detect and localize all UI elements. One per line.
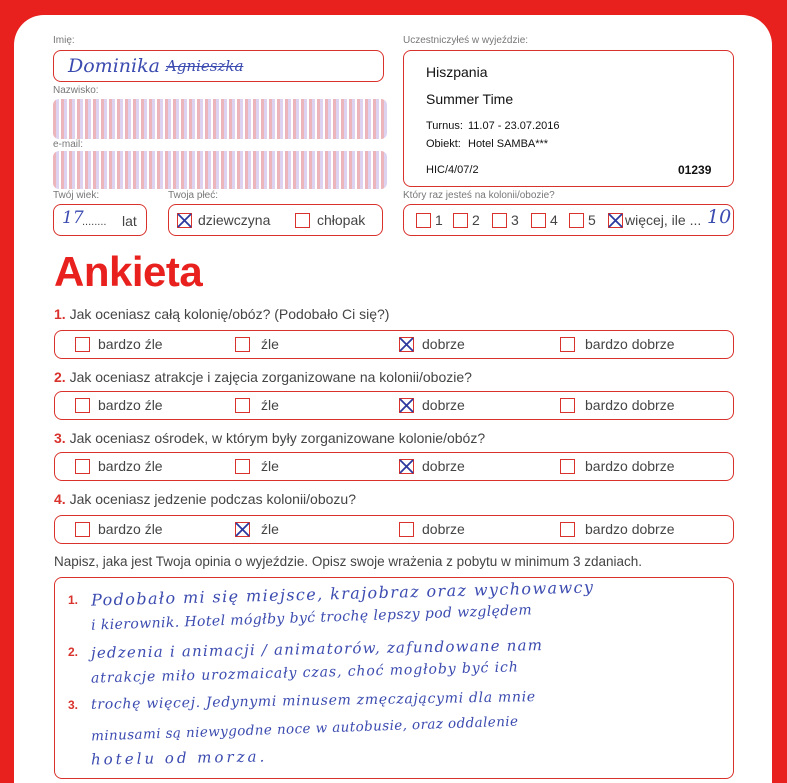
q3-option-bardzo-dobrze: bardzo dobrze (585, 458, 675, 474)
q1-checkbox-bardzo-zle[interactable] (75, 337, 90, 352)
q1-option-dobrze: dobrze (422, 336, 465, 352)
question-4-text: Jak oceniasz jedzenie podczas kolonii/obozu? (69, 491, 356, 507)
ktory-raz-checkbox-wiecej[interactable] (608, 213, 623, 228)
nazwisko-redacted (53, 99, 387, 139)
opinion-prompt: Napisz, jaka jest Twoja opinia o wyjeździe. Opisz swoje wrażenia z pobytu w minimum 3 zdaniach. (54, 554, 643, 569)
imie-crossed-value: Agnieszka (166, 57, 244, 75)
q4-checkbox-bardzo-dobrze[interactable] (560, 522, 575, 537)
email-label: e-mail: (53, 139, 84, 150)
plec-field (168, 204, 383, 236)
obiekt-value: Hotel SAMBA*** (468, 138, 549, 150)
trip-name: Summer Time (426, 91, 514, 107)
q4-checkbox-bardzo-zle[interactable] (75, 522, 90, 537)
trip-country: Hiszpania (426, 64, 488, 80)
survey-sheet (14, 15, 772, 783)
wiek-unit: lat (122, 213, 137, 229)
turnus-label: Turnus: (426, 120, 463, 132)
q2-checkbox-zle[interactable] (235, 398, 250, 413)
q2-option-bardzo-zle: bardzo źle (98, 397, 163, 413)
opinion-number-2: 2. (68, 645, 79, 659)
ktory-raz-label: Który raz jesteś na kolonii/obozie? (403, 190, 555, 201)
ktory-raz-checkbox-2[interactable] (453, 213, 468, 228)
q4-checkbox-dobrze[interactable] (399, 522, 414, 537)
wiek-dots: ........ (82, 216, 107, 228)
q2-checkbox-bardzo-dobrze[interactable] (560, 398, 575, 413)
plec-option-dziewczyna: dziewczyna (198, 212, 271, 228)
opinion-box[interactable] (54, 577, 734, 779)
q4-option-bardzo-zle: bardzo źle (98, 521, 163, 537)
check-mark-icon (176, 212, 193, 229)
q2-checkbox-dobrze[interactable] (399, 398, 414, 413)
q3-option-zle: źle (261, 458, 279, 474)
q1-checkbox-dobrze[interactable] (399, 337, 414, 352)
question-3 (54, 430, 485, 446)
opinion-line-2: i kierownik. Hotel mógłby być trochę lepszy pod względem (90, 602, 533, 634)
question-1-number: 1. (54, 306, 66, 322)
opinion-line-4: atrakcje miło urozmaicały czas, choć mogłoby być ich (90, 659, 519, 687)
wiek-value: 17 (62, 208, 84, 228)
opinion-line-5: trochę więcej. Jedynymi minusem zmęczającymi dla mnie (90, 689, 536, 713)
question-2-options (54, 391, 734, 420)
question-2-number: 2. (54, 369, 66, 385)
imie-field[interactable] (53, 50, 384, 82)
ktory-raz-checkbox-3[interactable] (492, 213, 507, 228)
question-4-number: 4. (54, 491, 66, 507)
q3-checkbox-zle[interactable] (235, 459, 250, 474)
check-mark-icon (234, 521, 251, 538)
opinion-line-3: jedzenia i animacji / animatorów, zafundowane nam (90, 636, 544, 662)
email-redacted (53, 151, 387, 189)
q2-option-dobrze: dobrze (422, 397, 465, 413)
q1-checkbox-bardzo-dobrze[interactable] (560, 337, 575, 352)
q2-checkbox-bardzo-zle[interactable] (75, 398, 90, 413)
ktory-raz-option-1: 1 (435, 212, 443, 228)
question-4-options (54, 515, 734, 544)
opinion-line-6: minusami są niewygodne noce w autobusie, oraz oddalenie (90, 713, 519, 745)
q4-option-dobrze: dobrze (422, 521, 465, 537)
plec-checkbox-chlopak[interactable] (295, 213, 310, 228)
q3-checkbox-bardzo-zle[interactable] (75, 459, 90, 474)
check-mark-icon (607, 212, 624, 229)
ktory-raz-option-wiecej: więcej, ile ... (625, 212, 702, 228)
q4-checkbox-zle[interactable] (235, 522, 250, 537)
q2-option-zle: źle (261, 397, 279, 413)
trip-info-box (403, 50, 734, 187)
question-1 (54, 306, 389, 322)
ktory-raz-checkbox-5[interactable] (569, 213, 584, 228)
q3-option-bardzo-zle: bardzo źle (98, 458, 163, 474)
opinion-number-1: 1. (68, 593, 79, 607)
question-2 (54, 369, 472, 385)
question-1-text: Jak oceniasz całą kolonię/obóz? (Podobało Ci się?) (69, 306, 390, 322)
question-1-options (54, 330, 734, 359)
q3-option-dobrze: dobrze (422, 458, 465, 474)
wiek-label: Twój wiek: (53, 190, 100, 201)
question-2-text: Jak oceniasz atrakcje i zajęcia zorganizowane na kolonii/obozie? (69, 369, 472, 385)
question-3-options (54, 452, 734, 481)
q1-option-bardzo-dobrze: bardzo dobrze (585, 336, 675, 352)
q1-option-zle: źle (261, 336, 279, 352)
ktory-raz-checkbox-1[interactable] (416, 213, 431, 228)
q1-checkbox-zle[interactable] (235, 337, 250, 352)
imie-label: Imię: (53, 35, 75, 46)
wiek-field[interactable] (53, 204, 147, 236)
ktory-raz-field (403, 204, 734, 236)
check-mark-icon (398, 336, 415, 353)
obiekt-label: Obiekt: (426, 138, 461, 150)
form-number: 01239 (678, 163, 712, 177)
check-mark-icon (398, 397, 415, 414)
page-title: Ankieta (54, 248, 203, 295)
q1-option-bardzo-zle: bardzo źle (98, 336, 163, 352)
q3-checkbox-dobrze[interactable] (399, 459, 414, 474)
opinion-number-3: 3. (68, 698, 79, 712)
q3-checkbox-bardzo-dobrze[interactable] (560, 459, 575, 474)
imie-value: Dominika (68, 55, 160, 77)
opinion-line-7: hotelu od morza. (90, 747, 268, 769)
question-3-text: Jak oceniasz ośrodek, w którym były zorganizowane kolonie/obóz? (69, 430, 486, 446)
ktory-raz-option-3: 3 (511, 212, 519, 228)
trip-code: HIC/4/07/2 (426, 164, 479, 176)
plec-option-chlopak: chłopak (317, 212, 366, 228)
ktory-raz-option-5: 5 (588, 212, 596, 228)
plec-checkbox-dziewczyna[interactable] (177, 213, 192, 228)
ktory-raz-option-4: 4 (550, 212, 558, 228)
q4-option-bardzo-dobrze: bardzo dobrze (585, 521, 675, 537)
plec-label: Twoja płeć: (168, 190, 219, 201)
question-3-number: 3. (54, 430, 66, 446)
q4-option-zle: źle (261, 521, 279, 537)
ktory-raz-option-2: 2 (472, 212, 480, 228)
uczestnik-label: Uczestniczyłeś w wyjeździe: (403, 35, 529, 46)
q2-option-bardzo-dobrze: bardzo dobrze (585, 397, 675, 413)
ktory-raz-checkbox-4[interactable] (531, 213, 546, 228)
nazwisko-label: Nazwisko: (53, 85, 99, 96)
ktory-raz-value: 10 (707, 206, 732, 228)
check-mark-icon (398, 458, 415, 475)
opinion-line-1: Podobało mi się miejsce, krajobraz oraz wychowawcy (90, 577, 595, 610)
question-4 (54, 491, 356, 507)
turnus-value: 11.07 - 23.07.2016 (468, 120, 560, 132)
